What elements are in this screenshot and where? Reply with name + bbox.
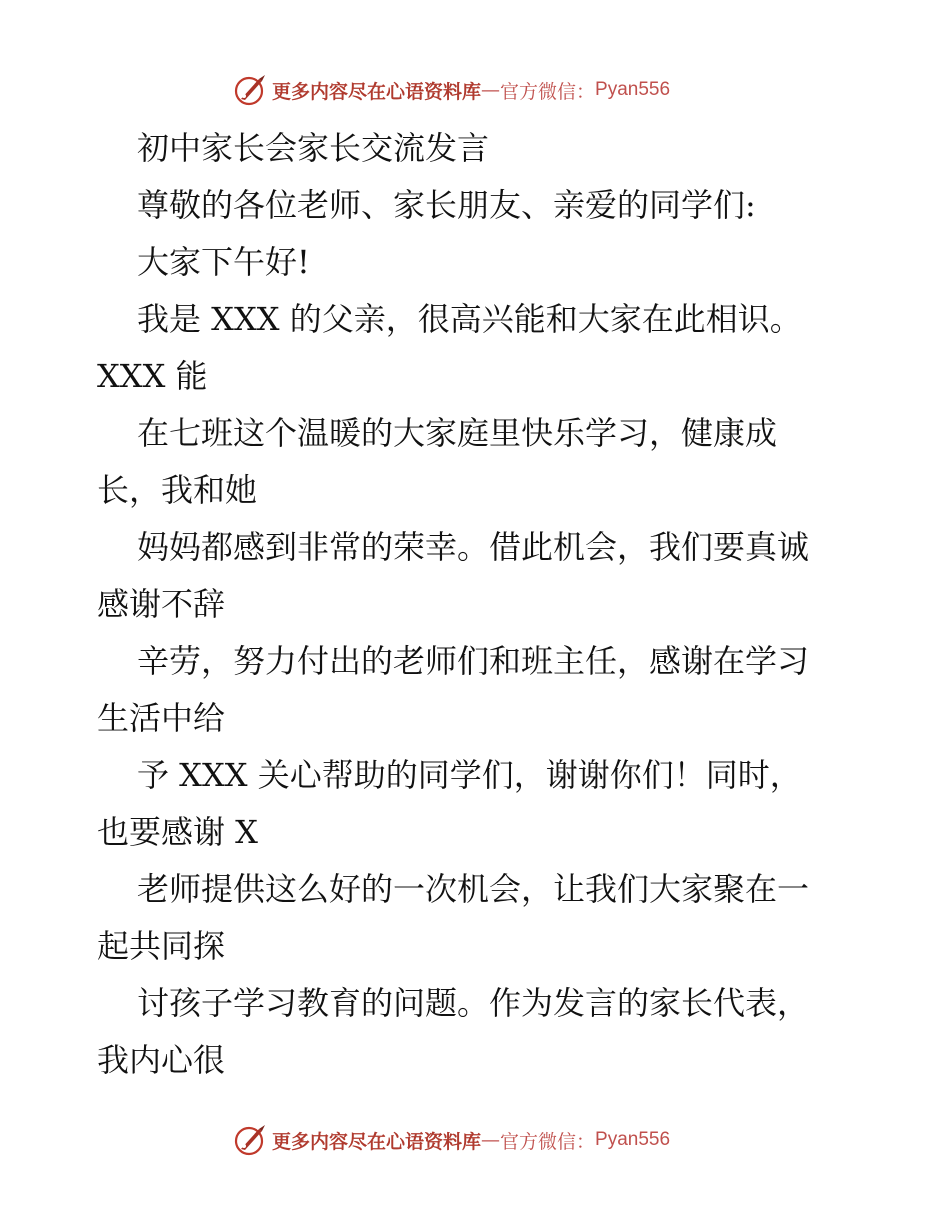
paragraph-line: 在七班这个温暖的大家庭里快乐学习，健康成 <box>137 414 778 452</box>
paragraph-line: 也要感谢 X <box>97 813 258 851</box>
paragraph-line: 我内心很 <box>97 1041 226 1079</box>
banner-dash: — <box>481 1129 501 1151</box>
quill-seal-icon <box>232 72 268 108</box>
banner-title: 更多内容尽在心语资料库 <box>272 1130 482 1153</box>
banner-wechat-label: 官方微信： <box>500 80 596 103</box>
document-title: 初中家长会家长交流发言 <box>137 129 490 167</box>
paragraph-line: 老师提供这么好的一次机会，让我们大家聚在一 <box>137 870 810 908</box>
quill-seal-icon <box>232 1122 268 1158</box>
paragraph-line: 辛劳，努力付出的老师们和班主任，感谢在学习 <box>137 642 810 680</box>
paragraph-line: 长，我和她 <box>97 471 258 509</box>
paragraph-line: 我是 XXX 的父亲，很高兴能和大家在此相识。 <box>137 300 802 338</box>
banner-wechat-label: 官方微信： <box>500 1130 596 1153</box>
banner-wechat-id: Pyan556 <box>595 1129 671 1150</box>
salutation: 尊敬的各位老师、家长朋友、亲爱的同学们: <box>137 186 756 224</box>
paragraph-line: XXX 能 <box>97 357 208 395</box>
paragraph-line: 感谢不辞 <box>97 585 226 623</box>
banner-dash: — <box>481 79 501 101</box>
greeting: 大家下午好! <box>137 243 310 281</box>
paragraph-line: 讨孩子学习教育的问题。作为发言的家长代表， <box>137 984 810 1022</box>
footer-watermark-banner <box>232 1120 670 1160</box>
document-body <box>97 120 867 1089</box>
paragraph-line: 起共同探 <box>97 927 226 965</box>
paragraph-line: 生活中给 <box>97 699 226 737</box>
banner-wechat-id: Pyan556 <box>595 79 671 100</box>
paragraph-line: 妈妈都感到非常的荣幸。借此机会，我们要真诚 <box>137 528 810 566</box>
header-watermark-banner <box>232 70 670 110</box>
paragraph-line: 予 XXX 关心帮助的同学们，谢谢你们！同时， <box>137 756 802 794</box>
banner-title: 更多内容尽在心语资料库 <box>272 80 482 103</box>
